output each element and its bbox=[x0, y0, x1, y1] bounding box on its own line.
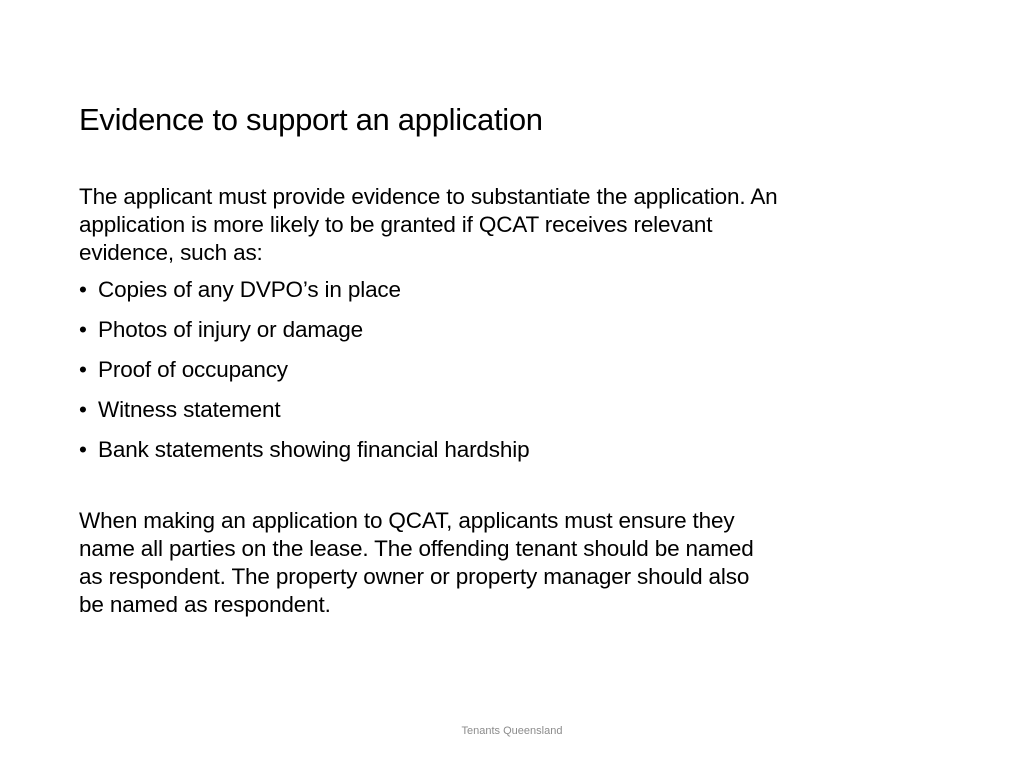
list-item-text: Bank statements showing financial hardship bbox=[98, 437, 530, 462]
list-item-text: Photos of injury or damage bbox=[98, 317, 364, 342]
slide-title: Evidence to support an application bbox=[79, 102, 543, 137]
list-item bbox=[79, 356, 779, 396]
list-item-text: Witness statement bbox=[98, 397, 281, 422]
intro-paragraph: The applicant must provide evidence to substantiate the application. An application is more likely to be granted if QCAT receives relevant evidence, such as: bbox=[79, 184, 778, 265]
closing-paragraph: When making an application to QCAT, applicants must ensure they name all parties on the lease. The offending tenant should be named as respondent. The property owner or property manager should also be named as respondent. bbox=[79, 508, 754, 617]
bullet-icon: • bbox=[79, 357, 87, 382]
bullet-icon: • bbox=[79, 277, 87, 302]
footer-text: Tenants Queensland bbox=[461, 725, 563, 737]
bullet-icon: • bbox=[79, 317, 87, 342]
list-item bbox=[79, 436, 779, 476]
slide-body bbox=[79, 183, 779, 619]
evidence-list bbox=[79, 276, 779, 476]
list-item bbox=[79, 396, 779, 436]
bullet-icon: • bbox=[79, 437, 87, 462]
list-item bbox=[79, 316, 779, 356]
list-item-text: Proof of occupancy bbox=[98, 357, 288, 382]
list-item bbox=[79, 276, 779, 316]
list-item-text: Copies of any DVPO’s in place bbox=[98, 277, 401, 302]
bullet-icon: • bbox=[79, 397, 87, 422]
